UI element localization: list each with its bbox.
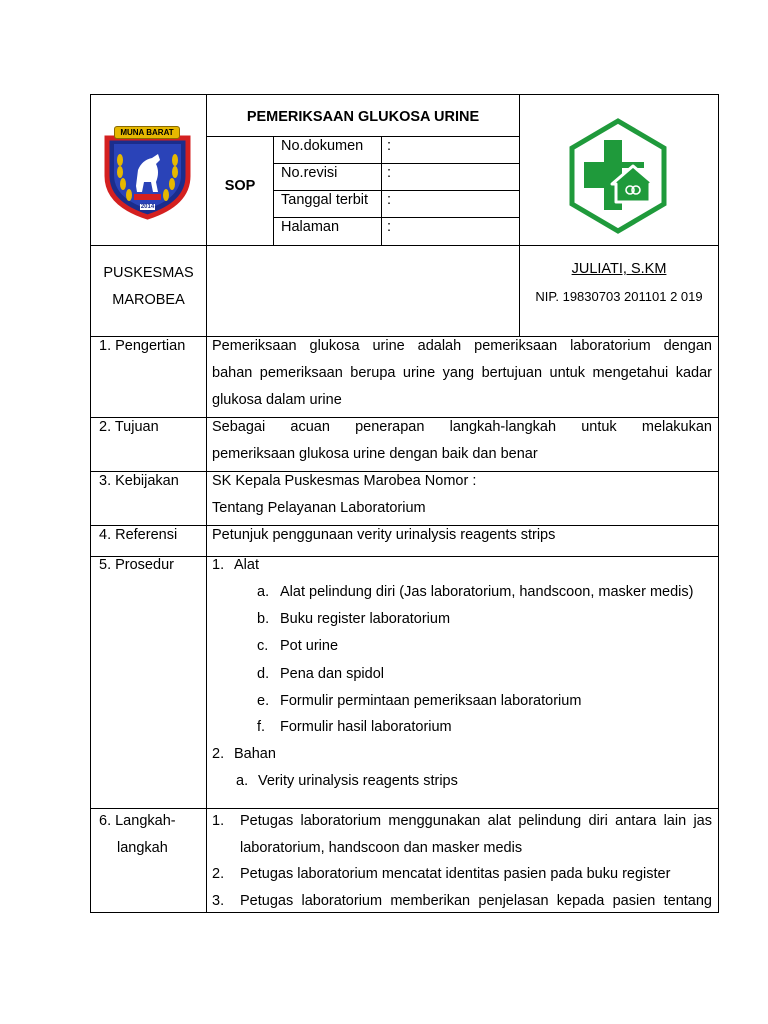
section-label-prosedur: 5. Prosedur bbox=[99, 557, 174, 573]
doc-number-value: : bbox=[387, 138, 392, 154]
step-text: Petugas laboratorium memberikan penjelasan kepada pasien tentang bbox=[240, 893, 712, 909]
step-number: 3. bbox=[212, 893, 225, 909]
signer-name: JULIATI, S.KM bbox=[571, 261, 667, 277]
page-value: : bbox=[387, 219, 392, 235]
bahan-heading: Bahan bbox=[234, 746, 276, 762]
emblem-banner: MUNA BARAT bbox=[114, 126, 180, 139]
alat-item-text: Pena dan spidol bbox=[280, 666, 384, 682]
alat-item-marker: d. bbox=[257, 666, 270, 682]
org-name-line2: MAROBEA bbox=[112, 292, 185, 308]
pengertian-line-2: bahan pemeriksaan berupa urine yang bertujuan untuk mengetahui kadar bbox=[212, 365, 712, 381]
pengertian-line-3: glukosa dalam urine bbox=[212, 392, 342, 408]
alat-item-marker: c. bbox=[257, 638, 269, 654]
emblem-year: 2014 bbox=[140, 204, 155, 210]
alat-heading: Alat bbox=[234, 557, 259, 573]
page-label: Halaman bbox=[281, 219, 340, 235]
section-label-referensi: 4. Referensi bbox=[99, 527, 178, 543]
alat-item-text: Buku register laboratorium bbox=[280, 611, 451, 627]
section-label-langkah-1: 6. Langkah- bbox=[99, 813, 176, 829]
alat-item-marker: f. bbox=[257, 719, 266, 735]
puskesmas-logo bbox=[568, 118, 668, 234]
tujuan-line-2: pemeriksaan glukosa urine dengan baik dan benar bbox=[212, 446, 538, 462]
sop-label: SOP bbox=[224, 178, 256, 194]
step-text: Petugas laboratorium menggunakan alat pelindung diri antara lain jas bbox=[240, 813, 712, 829]
row-divider-referensi bbox=[90, 556, 719, 557]
step-number: 2. bbox=[212, 866, 225, 882]
section-label-langkah-2: langkah bbox=[117, 840, 168, 856]
bahan-item-marker: a. bbox=[236, 773, 249, 789]
issue-date-label: Tanggal terbit bbox=[281, 192, 369, 208]
section-label-pengertian: 1. Pengertian bbox=[99, 338, 186, 354]
step-text: Petugas laboratorium mencatat identitas pasien pada buku register bbox=[240, 866, 671, 882]
alat-item-marker: b. bbox=[257, 611, 270, 627]
alat-item-text: Alat pelindung diri (Jas laboratorium, handscoon, masker medis) bbox=[280, 584, 694, 600]
pengertian-line-1: Pemeriksaan glukosa urine adalah pemeriksaan laboratorium dengan bbox=[212, 338, 712, 354]
signer-nip: NIP. 19830703 201101 2 019 bbox=[535, 289, 703, 304]
row-divider-header bbox=[90, 245, 719, 246]
alat-number: 1. bbox=[212, 557, 225, 573]
section-label-tujuan: 2. Tujuan bbox=[99, 419, 159, 435]
issue-date-value: : bbox=[387, 192, 392, 208]
revision-value: : bbox=[387, 165, 392, 181]
muna-barat-emblem bbox=[100, 120, 195, 220]
alat-item-marker: a. bbox=[257, 584, 270, 600]
step-number: 1. bbox=[212, 813, 225, 829]
revision-label: No.revisi bbox=[281, 165, 338, 181]
document-title: PEMERIKSAAN GLUKOSA URINE bbox=[246, 109, 480, 125]
org-name-line1: PUSKESMAS bbox=[103, 265, 194, 281]
section-label-kebijakan: 3. Kebijakan bbox=[99, 473, 179, 489]
bahan-number: 2. bbox=[212, 746, 225, 762]
alat-item-text: Formulir permintaan pemeriksaan laboratorium bbox=[280, 693, 582, 709]
alat-item-text: Formulir hasil laboratorium bbox=[280, 719, 452, 735]
tujuan-line-1: Sebagai acuan penerapan langkah-langkah untuk melakukan bbox=[212, 419, 712, 435]
doc-number-label: No.dokumen bbox=[281, 138, 364, 154]
table-border-top bbox=[90, 94, 719, 95]
alat-item-text: Pot urine bbox=[280, 638, 339, 654]
table-border-right bbox=[718, 94, 719, 913]
referensi-line-1: Petunjuk penggunaan verity urinalysis reagents strips bbox=[212, 527, 556, 543]
kebijakan-line-1: SK Kepala Puskesmas Marobea Nomor : bbox=[212, 473, 477, 489]
table-border-left bbox=[90, 94, 91, 913]
alat-item-marker: e. bbox=[257, 693, 270, 709]
step-text: laboratorium, handscoon dan masker medis bbox=[240, 840, 523, 856]
col-divider-1 bbox=[206, 94, 207, 913]
bahan-item-text: Verity urinalysis reagents strips bbox=[258, 773, 458, 789]
kebijakan-line-2: Tentang Pelayanan Laboratorium bbox=[212, 500, 426, 516]
